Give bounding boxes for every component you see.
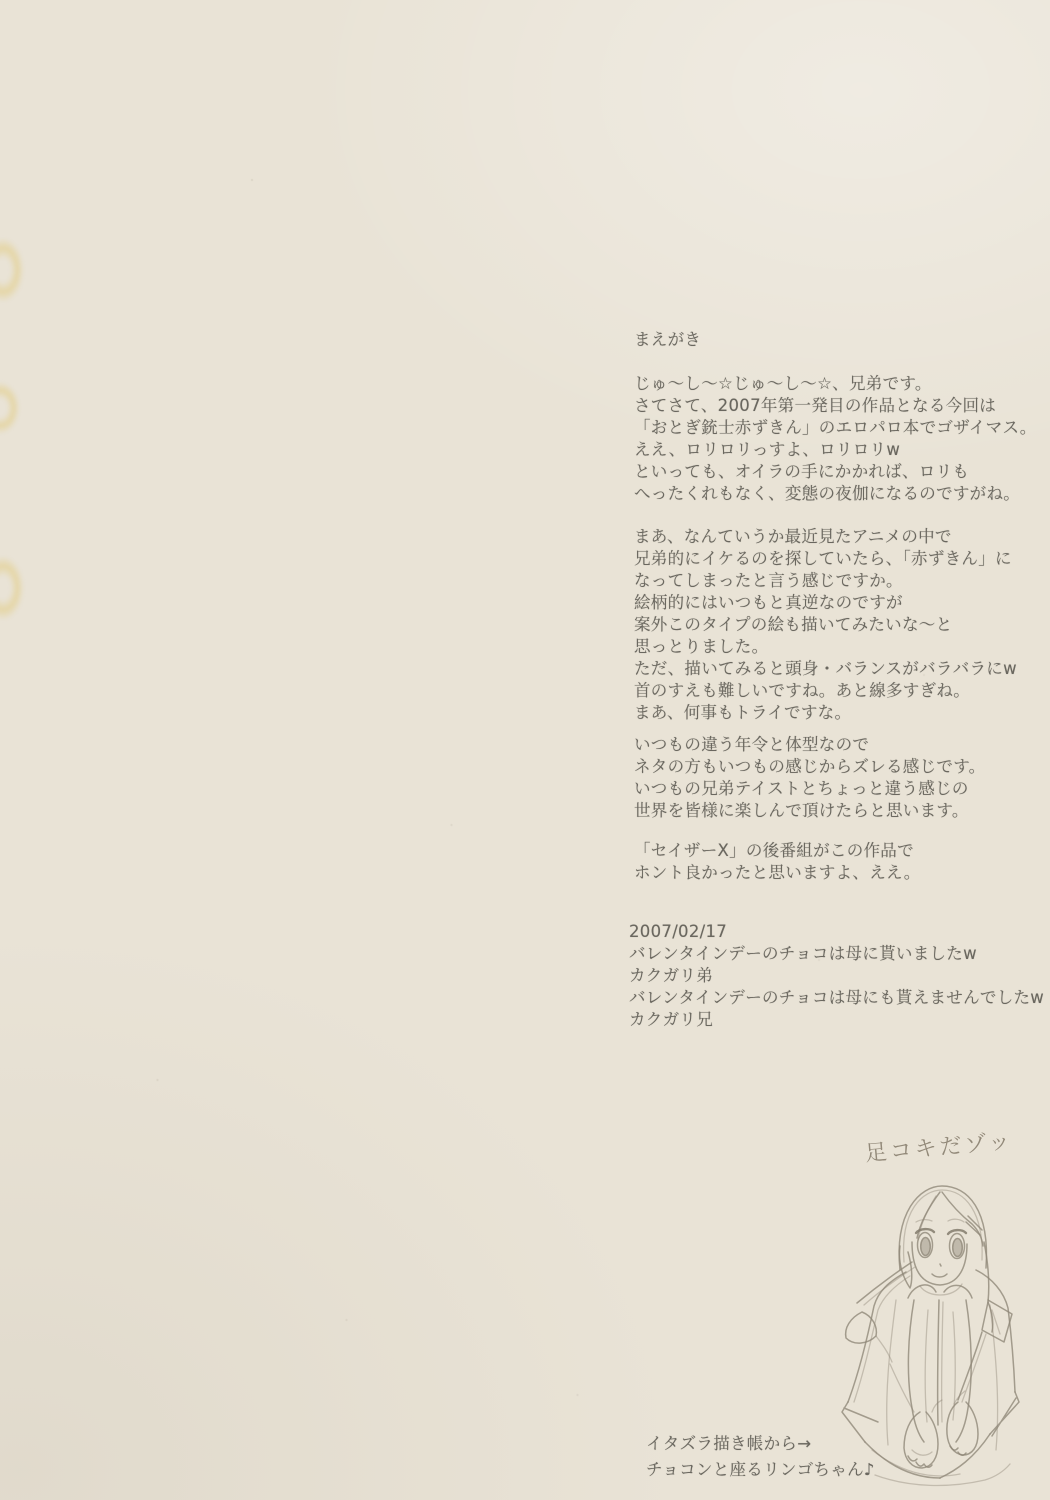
text-line: まあ、何事もトライですな。 bbox=[634, 703, 852, 722]
sketch-caption bbox=[646, 1431, 875, 1483]
text-line: さてさて、2007年第一発目の作品となる今回は bbox=[634, 396, 997, 415]
text-line: じゅ～し～☆じゅ～し～☆、兄弟です。 bbox=[634, 374, 932, 393]
text-line: 兄弟的にイケるのを探していたら、「赤ずきん」に bbox=[634, 549, 1012, 568]
text-line: ネタの方もいつもの感じからズレる感じです。 bbox=[634, 757, 986, 776]
text-line: まあ、なんていうか最近見たアニメの中で bbox=[634, 527, 952, 546]
text-line: いつもの兄弟テイストとちょっと違う感じの bbox=[634, 779, 969, 798]
text-line: なってしまったと言う感じですか。 bbox=[634, 571, 903, 590]
paragraph-4 bbox=[634, 840, 921, 884]
text-line: 首のすえも難しいですね。あと線多すぎね。 bbox=[634, 681, 970, 700]
colophon-block bbox=[629, 921, 1044, 1031]
paper-stain bbox=[0, 382, 20, 434]
text-line: 絵柄的にはいつもと真逆なのですが bbox=[634, 593, 903, 612]
text-line: 世界を皆様に楽しんで頂けたらと思います。 bbox=[634, 801, 969, 820]
text-line: ホント良かったと思いますよ、ええ。 bbox=[634, 863, 921, 882]
text-line: ただ、描いてみると頭身・バランスがバラバラにw bbox=[634, 659, 1017, 678]
colophon-line: カクガリ弟 bbox=[629, 966, 713, 985]
sketch-feet bbox=[875, 1391, 1010, 1485]
paragraph-2 bbox=[634, 526, 1017, 724]
handwritten-note: 足コキだゾッ bbox=[863, 1129, 1015, 1167]
colophon-line: カクガリ兄 bbox=[629, 1010, 713, 1029]
text-line: といっても、オイラの手にかかれば、ロリも bbox=[634, 462, 970, 481]
colophon-line: バレンタインデーのチョコは母に貰いましたw bbox=[629, 944, 977, 963]
text-line: 思っとりました。 bbox=[634, 637, 769, 656]
text-line: へったくれもなく、変態の夜伽になるのですがね。 bbox=[634, 484, 1021, 503]
paper-stain bbox=[0, 556, 24, 620]
sketch-caption-line: チョコンと座るリンゴちゃん♪ bbox=[646, 1460, 875, 1479]
text-line: いつもの違う年令と体型なので bbox=[634, 735, 870, 754]
page-title: まえがき bbox=[634, 330, 702, 349]
paragraph-3 bbox=[634, 734, 985, 822]
text-line: 案外このタイプの絵も描いてみたいな～と bbox=[634, 615, 953, 634]
date: 2007/02/17 bbox=[629, 922, 728, 941]
paragraph-1 bbox=[634, 373, 1037, 505]
paper-stain bbox=[0, 238, 24, 302]
colophon-line: バレンタインデーのチョコは母にも貰えませんでしたw bbox=[629, 988, 1045, 1007]
sketch-caption-line: イタズラ描き帳から→ bbox=[646, 1434, 812, 1453]
text-line: 「おとぎ銃士赤ずきん」のエロパロ本でゴザイマス。 bbox=[634, 418, 1037, 437]
text-line: ええ、ロリロリっすよ、ロリロリw bbox=[634, 440, 901, 459]
text-line: 「セイザーX」の後番組がこの作品で bbox=[634, 841, 914, 860]
